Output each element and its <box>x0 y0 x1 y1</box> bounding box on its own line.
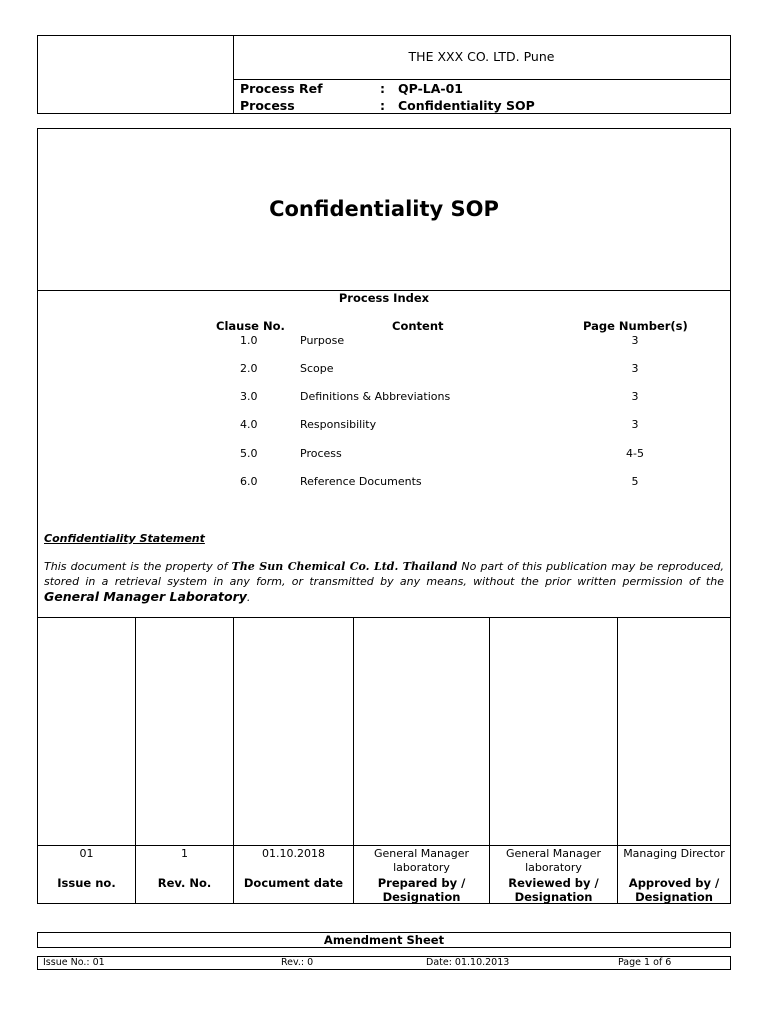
issue-no-value: 01 <box>79 847 94 860</box>
document-title: Confidentiality SOP <box>269 197 499 221</box>
statement-divider <box>38 617 730 618</box>
clause-number: 1.0 <box>240 334 258 347</box>
footer-issue: Issue No.: 01 <box>43 957 105 968</box>
clause-page: 3 <box>631 390 639 403</box>
confidentiality-heading: Confidentiality Statement <box>44 532 205 545</box>
company-name: THE XXX CO. LTD. Pune <box>408 49 555 64</box>
clause-number: 2.0 <box>240 362 258 375</box>
process-ref-label: Process Ref <box>240 81 323 96</box>
index-row <box>0 475 768 491</box>
amendment-sheet-title: Amendment Sheet <box>37 932 731 948</box>
clause-number: 3.0 <box>240 390 258 403</box>
document-date-label: Document date <box>243 876 344 890</box>
content-column-header: Content <box>392 319 444 333</box>
clause-content: Responsibility <box>300 418 377 431</box>
clause-content: Process <box>300 447 342 460</box>
rev-no-label: Rev. No. <box>157 876 212 890</box>
process-index-title: Process Index <box>338 291 430 305</box>
index-row <box>0 362 768 378</box>
statement-text: No part of this publication may be reproduced, stored in a retrieval system in any form, or transmitted by any means, without the prior written permission of the <box>44 560 725 588</box>
prepared-by-label: Prepared by / Designation <box>377 876 466 904</box>
footer-rev: Rev.: 0 <box>281 957 314 968</box>
clause-number: 6.0 <box>240 475 258 488</box>
page-footer <box>37 956 731 970</box>
clause-page: 3 <box>631 334 639 347</box>
clause-content: Definitions & Abbreviations <box>300 390 451 403</box>
reviewed-by-value: General Manager laboratory <box>505 847 602 874</box>
prepared-by-value: General Manager laboratory <box>373 847 470 874</box>
rev-no-value: 1 <box>181 847 188 860</box>
statement-text: This document is the property of <box>44 560 232 573</box>
process-ref-value: QP-LA-01 <box>398 81 463 96</box>
clause-content: Purpose <box>300 334 345 347</box>
confidentiality-statement <box>44 559 724 605</box>
footer-date: Date: 01.10.2013 <box>426 957 510 968</box>
clause-page: 5 <box>631 475 639 488</box>
index-row <box>0 334 768 350</box>
index-row <box>0 447 768 463</box>
owner-name: The Sun Chemical Co. Ltd. Thailand <box>231 560 458 573</box>
index-row <box>0 390 768 406</box>
clause-number: 4.0 <box>240 418 258 431</box>
statement-text: . <box>246 591 251 604</box>
approved-by-label: Approved by / Designation <box>628 876 720 904</box>
process-label: Process <box>240 98 295 113</box>
document-body <box>37 128 731 904</box>
document-date-value: 01.10.2018 <box>262 847 325 860</box>
page-column-header: Page Number(s) <box>583 319 688 333</box>
table-row-line <box>38 845 730 846</box>
footer-page: Page 1 of 6 <box>618 957 672 968</box>
process-value: Confidentiality SOP <box>398 98 535 113</box>
clause-number: 5.0 <box>240 447 258 460</box>
clause-content: Scope <box>300 362 334 375</box>
clause-column-header: Clause No. <box>216 319 285 333</box>
process-colon: : <box>380 98 385 113</box>
clause-content: Reference Documents <box>300 475 422 488</box>
reviewed-by-label: Reviewed by / Designation <box>508 876 599 904</box>
header-rule <box>233 79 730 80</box>
process-ref-colon: : <box>380 81 385 96</box>
issue-no-label: Issue no. <box>57 876 116 890</box>
index-row <box>0 418 768 434</box>
approved-by-value: Managing Director <box>623 847 725 860</box>
clause-page: 4-5 <box>626 447 644 460</box>
clause-page: 3 <box>631 362 639 375</box>
clause-page: 3 <box>631 418 639 431</box>
authority-name: General Manager Laboratory <box>44 589 247 604</box>
header-divider <box>233 36 234 113</box>
